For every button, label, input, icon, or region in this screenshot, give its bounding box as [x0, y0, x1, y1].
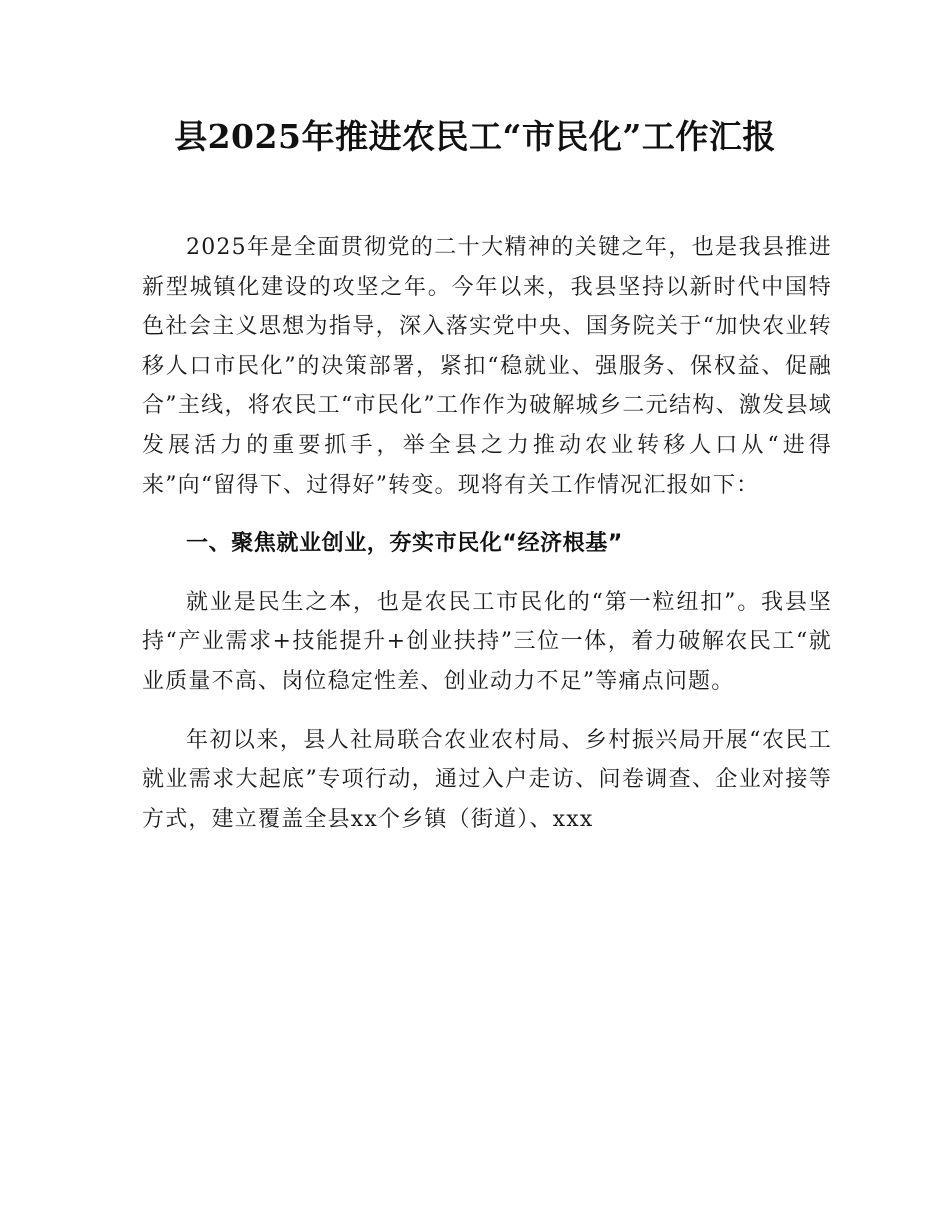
intro-paragraph: 2025年是全面贯彻党的二十大精神的关键之年，也是我县推进新型城镇化建设的攻坚之年。今年以来，我县坚持以新时代中国特色社会主义思想为指导，深入落实党中央、国务院关于“加快农业转移人口市民化”的决策部署，紧扣“稳就业、强服务、保权益、促融合”主线，将农民工“市民化”工作作为破解城乡二元结构、激发县域发展活力的重要抓手，举全县之力推动农业转移人口从“进得来”向“留得下、过得好”转变。现将有关工作情况汇报如下：: [142, 235, 832, 498]
document-body: [142, 228, 832, 858]
document-title: 县2025年推进农民工“市民化”工作汇报: [174, 117, 776, 156]
section-paragraph-1: 就业是民生之本，也是农民工市民化的“第一粒纽扣”。我县坚持“产业需求+技能提升+创业扶持”三位一体，着力破解农民工“就业质量不高、岗位稳定性差、创业动力不足”等痛点问题。: [142, 589, 832, 694]
section-paragraph-2: 年初以来，县人社局联合农业农村局、乡村振兴局开展“农民工就业需求大起底”专项行动，通过入户走访、问卷调查、企业对接等方式，建立覆盖全县xx个乡镇（街道）、xxx: [142, 727, 832, 832]
section-heading: 一、聚焦就业创业，夯实市民化“经济根基”: [186, 531, 623, 557]
